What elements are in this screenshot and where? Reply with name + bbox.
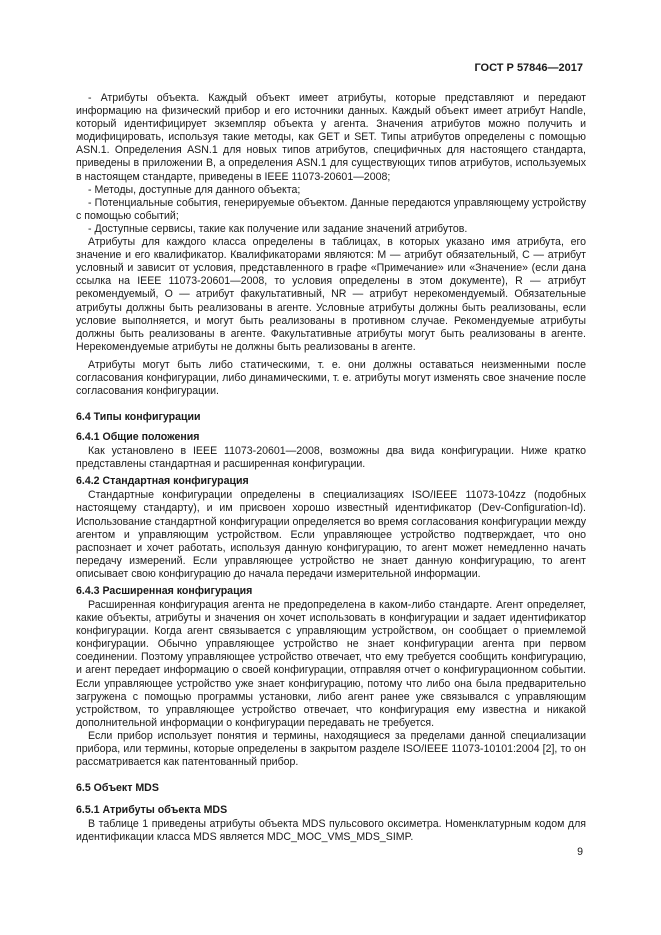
document-body [76, 92, 586, 844]
subsection-heading-6-4-2: 6.4.2 Стандартная конфигурация [76, 475, 249, 488]
paragraph-standard-config: Стандартные конфигурации определены в специализациях ISO/IEEE 11073-104zz (подобных настоящему стандарту), и им присвоен хорошо известный идентификатор (Dev-Configuration-Id). Использование стандартной конфигурации определяется во время согласования конфигурации между агентом и управляющим устройством. Если управляющее устройство подтверждает, что оно распознает и хочет работать, используя данную конфигурацию, то агент может немедленно начать передачу измерений. Если управляющее устройство не знает данную конфигурацию, то агент описывает свою конфигурацию до начала передачи измерительной информации. [76, 489, 586, 580]
page-number: 9 [577, 846, 583, 858]
paragraph-static-dynamic: Атрибуты могут быть либо статическими, т. е. они должны оставаться неизменными после согласования конфигурации, либо динамическими, т. е. атрибуты могут изменять свое значение после согласования конфигурации. [76, 358, 586, 398]
document-code: ГОСТ Р 57846—2017 [474, 62, 583, 74]
paragraph-mds-attributes: В таблице 1 приведены атрибуты объекта MDS пульсового оксиметра. Номенклатурным кодом для идентификации класса MDS является MDC_MOC_VMS_MDS_SIMP. [76, 818, 586, 844]
paragraph-config-types: Как установлено в IEEE 11073-20601—2008, возможны два вида конфигурации. Ниже кратко представлены стандартная и расширенная конфигурации. [76, 445, 586, 471]
subsection-heading-6-5-1: 6.5.1 Атрибуты объекта MDS [76, 804, 228, 817]
subsection-heading-6-4-1: 6.4.1 Общие положения [76, 431, 200, 444]
subsection-heading-6-4-3: 6.4.3 Расширенная конфигурация [76, 585, 253, 597]
section-heading-6-5: 6.5 Объект MDS [76, 782, 159, 795]
paragraph-proprietary-device: Если прибор использует понятия и термины, находящиеся за пределами данной специализации прибора, или термины, которые определены в закрытом разделе ISO/IEEE 11073-10101:2004 [2], то он рассматривается как патентованный прибор. [76, 729, 586, 769]
paragraph-methods: - Методы, доступные для данного объекта; [88, 183, 301, 196]
paragraph-extended-config: Расширенная конфигурация агента не предопределена в каком-либо стандарте. Агент определяет, какие объекты, атрибуты и значения он хочет использовать в конфигурации и задает идентификатор конфигурации. Когда агент связывается с управляющим устройством, он сообщает о приемлемой конфигурации. Обычно управляющее устройство не знает конфигурации агента при первом соединении. Поэтому управляющее устройство отвечает, что ему требуется сообщить конфигурацию, и агент передает информацию о своей конфигурации, отправляя отчет о конфигурационном событии. Если управляющее устройство уже знает конфигурацию, потому что либо она была предварительно загружена с помощью программы установки, либо агент ранее уже связывался с управляющим устройством, то управляющее устройство отвечает, что конфигурация ему известна и никакой дополнительной информации о конфигурации передавать не требуется. [76, 599, 586, 729]
paragraph-events: - Потенциальные события, генерируемые объектом. Данные передаются управляющему устройству с помощью событий; [76, 196, 586, 222]
paragraph-services: - Доступные сервисы, такие как получение или задание значений атрибутов. [88, 222, 468, 235]
paragraph-qualifiers: Атрибуты для каждого класса определены в таблицах, в которых указано имя атрибута, его значение и его квалификатор. Квалификаторами являются: М — атрибут обязательный, С — атрибут условный и зависит от условия, представленного в графе «Примечание» или «Значение» (если дана ссылка на IEEE 11073-20601—2008, то условия определены в этом документе), R — атрибут рекомендуемый, О — атрибут факультативный, NR — атрибут нерекомендуемый. Обязательные атрибуты должны быть реализованы в агенте. Условные атрибуты должны быть реализованы, если условие выполняется, и могут быть реализованы в противном случае. Рекомендуемые атрибуты должны быть реализованы в агенте. Факультативные атрибуты могут быть реализованы в агенте. Нерекомендуемые атрибуты не должны быть реализованы в агенте. [76, 236, 586, 353]
paragraph-object-attributes: - Атрибуты объекта. Каждый объект имеет атрибуты, которые представляют и передают информацию на физический прибор и его источники данных. Каждый объект имеет атрибут Handle, который идентифицирует экземпляр объекта у агента. Значения атрибутов можно получить и модифицировать, используя такие методы, как GET и SET. Типы атрибутов определены с помощью ASN.1. Определения ASN.1 для новых типов атрибутов, специфичных для настоящего стандарта, приведены в приложении В, а определения ASN.1 для существующих типов атрибутов, используемых в настоящем стандарте, приведены в IEEE 11073-20601—2008; [76, 92, 586, 183]
section-heading-6-4: 6.4 Типы конфигурации [76, 411, 201, 424]
